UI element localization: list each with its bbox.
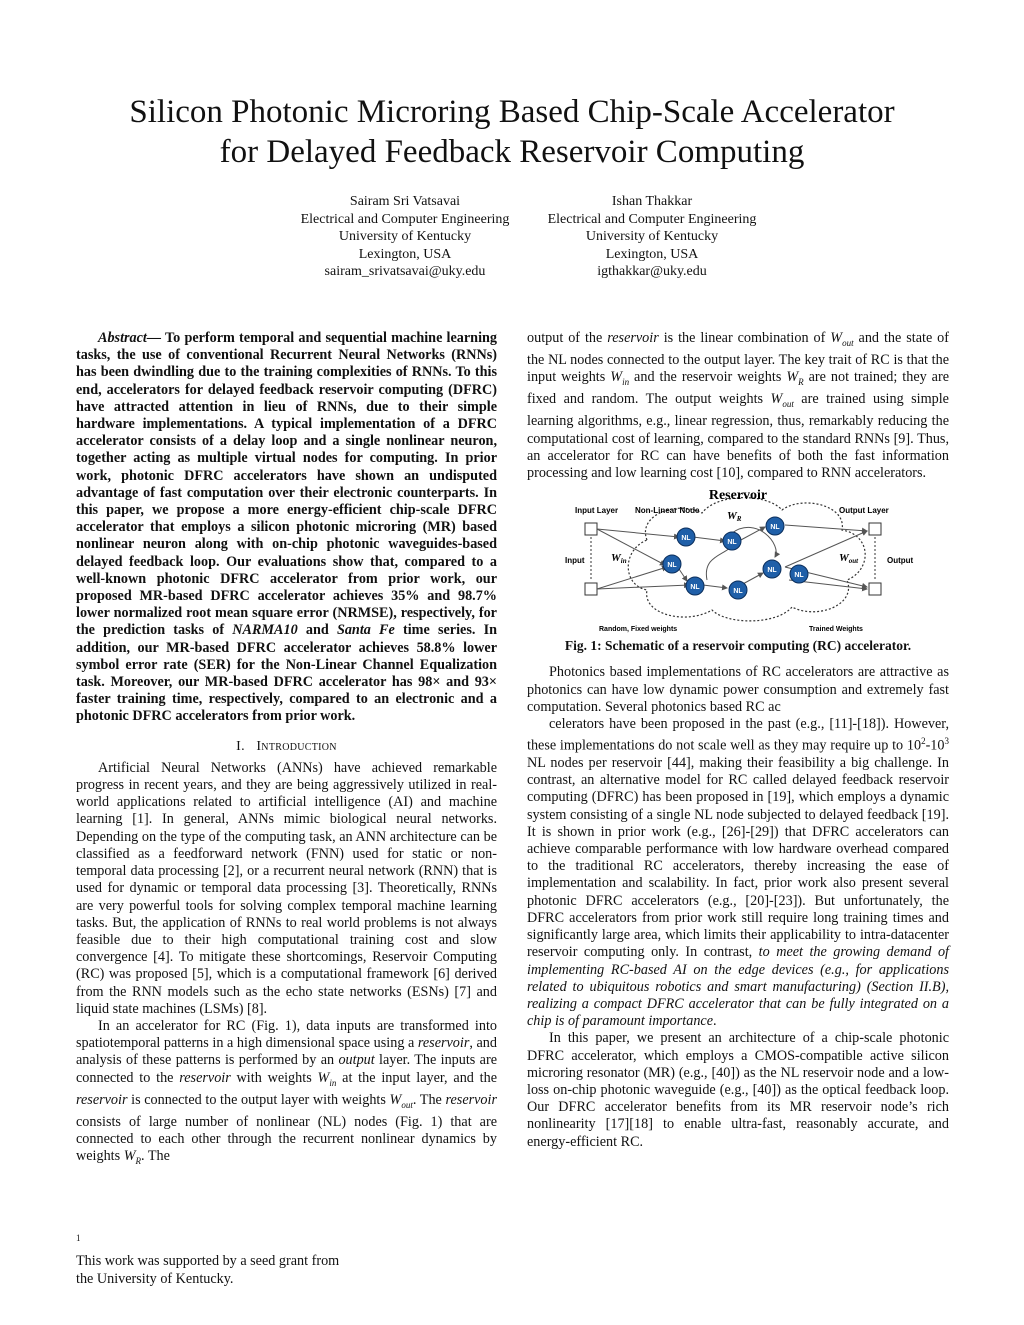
svg-text:NL: NL xyxy=(681,535,691,543)
svg-text:NL: NL xyxy=(667,562,677,570)
right-column xyxy=(527,330,949,1151)
author-name: Ishan Thakkar xyxy=(611,194,693,209)
reservoir-diagram xyxy=(527,485,949,635)
figure-label-output-layer: Output Layer xyxy=(839,506,889,516)
title-line-2: for Delayed Feedback Reservoir Computing xyxy=(219,134,805,170)
svg-text:WR: WR xyxy=(727,510,742,524)
figure-label-output: Output xyxy=(887,556,914,566)
author-email: igthakkar@uky.edu xyxy=(597,264,707,279)
figure-label-input: Input xyxy=(565,556,585,566)
author-dept: Electrical and Computer Engineering xyxy=(547,211,757,227)
author-block-2 xyxy=(502,193,802,281)
author-name: Sairam Sri Vatsavai xyxy=(349,194,461,209)
output-node xyxy=(869,523,881,535)
intro-paragraph-2: In an accelerator for RC (Fig. 1), data inputs are transformed into spatiotemporal patterns in a high dimensional space using a reservoir, and analysis of these patterns is performed by an output layer. The inputs are connected to the reservoir with weights $W_{in}$ at the input layer, and the reservoir is connected to the output layer with weights $W_{out}$. The reservoir consists of large number of nonlinear (NL) nodes (Fig. 1) that are connected to each other through the recurrent nonlinear dynamics by weights $W_R$. The xyxy=(76,1017,498,1166)
figure-1-reservoir-schematic xyxy=(527,485,949,635)
figure-label-random-weights: Random, Fixed weights xyxy=(599,626,678,634)
svg-text:NL: NL xyxy=(727,539,737,547)
author-email: sairam_srivatsavai@uky.edu xyxy=(324,264,486,279)
abstract-lead: Abstract— xyxy=(98,330,162,346)
figure-label-nonlinear-node: Non-Linear Node xyxy=(635,506,700,516)
footnote: $^1$ This work was supported by a seed grant from the University of Kentucky. xyxy=(76,1233,340,1287)
right-paragraph-3: celerators have been proposed in the past (e.g., [11]-[18]). However, these implementations do not scale well as they may require up to $10^2-10^3$ NL nodes per reservoir [44], making their feasibility a big challenge. In contrast, an alternative model for RC called delayed feedback reservoir computing (DFRC) has been proposed in [19], which employs a dynamic system consisting of a single NL node subjected to delayed feedback [19]. It is shown in prior work (e.g., [26]-[29]) that DFRC accelerators can achieve comparable performance with low hardware overhead compared to the traditional RC accelerators, thereby increasing the ease of implementation and scalability. In fact, prior work also present several photonic DFRC accelerators (e.g., [20]-[23]). But unfortunately, the DFRC accelerators from prior work still require long training times and significantly large area, which limits their applicability to intra-datacenter reservoir computing only. In contrast, to meet the growing demand of implementing RC-based AI on the edge devices (e.g., for applications related to ubiquitous robotics and smart manufacturing) (Section II.B), realizing a compact DFRC accelerator that can be fully integrated on a chip is of paramount importance. xyxy=(527,715,949,1030)
author-univ: University of Kentucky xyxy=(338,229,472,244)
right-paragraph-4: In this paper, we present an architecture of a chip-scale photonic DFRC accelerator, which employs a CMOS-compatible active silicon microring resonator (MR) (e.g., [40]) as the NL reservoir node and a low-loss on-chip photonic waveguide (e.g., [40]) as the optical feedback loop. Our DFRC accelerator benefits from its MR reservoir node’s rich nonlinearity [17][18] to enable ultra-fast, reasonably accurate, and energy-efficient RC. xyxy=(527,1030,949,1150)
figure-1-caption: Fig. 1: Schematic of a reservoir computing (RC) accelerator. xyxy=(564,638,912,654)
author-city: Lexington, USA xyxy=(358,246,452,262)
output-node xyxy=(869,583,881,595)
svg-text:Wout: Wout xyxy=(839,552,859,566)
author-dept: Electrical and Computer Engineering xyxy=(300,211,510,227)
author-city: Lexington, USA xyxy=(605,246,699,262)
svg-text:NL: NL xyxy=(770,524,780,532)
abstract: Abstract— To perform temporal and sequential machine learning tasks, the use of conventional Recurrent Neural Networks (RNNs) has been dwindling due to the training complexities of RNNs. To this end, accelerators for delayed feedback reservoir computing (DFRC) have attracted attention in lieu of RNNs, due to their simple hardware implementations. A typical implementation of a DFRC accelerator consists of a delay loop and a single nonlinear neuron, together acting as multiple virtual nodes for computing. In prior work, photonic DFRC accelerators have shown an undisputed advantage of fast computation over their electronic counterparts. In this paper, we propose a more energy-efficient chip-scale DFRC accelerator that employs a silicon photonic microring (MR) based nonlinear neuron along with on-chip photonic waveguides-based delayed feedback loop. Our evaluations show that, compared to a well-known photonic DFRC accelerator from prior work, our proposed MR-based DFRC accelerator achieves 35% and 98.7% lower normalized root mean square error (NRMSE), respectively, for the prediction tasks of NARMA10 and Santa Fe time series. In addition, our MR-based DFRC accelerator achieves 58.8% lower symbol error rate (SER) for the Non-Linear Channel Equalization task. Moreover, our MR-based DFRC accelerator has 98× and 93× faster training time, respectively, compared to an electronic and a photonic DFRC accelerators from prior work. xyxy=(76,330,497,725)
section-heading-introduction: I. Introduction xyxy=(236,738,337,754)
input-node xyxy=(585,583,597,595)
right-paragraph-2: Photonics based implementations of RC accelerators are attractive as photonics can have low dynamic power consumption and extremely fast computation. Several photonics based RC ac xyxy=(527,664,949,715)
right-paragraph-1: output of the reservoir is the linear combination of $W_{out}$ and the state of the NL nodes connected to the output layer. The key trait of RC is that the input weights $W_{in}$ and the reservoir weights $W_R$ are not trained; they are fixed and random. The output weights $W_{out}$ are trained using simple learning algorithms, e.g., linear regression, thus, remarkably reducing the computational cost of learning, compared to the standard RNNs [9]. Thus, an accelerator for RC can have benefits of both the fast information processing and low learning cost [10], compared to RNN accelerators. xyxy=(527,330,950,481)
left-column xyxy=(76,330,497,1170)
input-node xyxy=(585,523,597,535)
figure-label-trained-weights: Trained Weights xyxy=(809,626,863,634)
intro-paragraph-1: Artificial Neural Networks (ANNs) have achieved remarkable progress in recent years, and they are being aggressively utilized in real-world applications related to artificial intelligence (AI) and machine learning [1]. In general, ANNs mimic biological neural networks. Depending on the type of the computing task, an ANN architecture can be classified as a feedforward network (FNN) used for static or non-temporal data processing [2], or a recurrent neural network (RNN) that is used for dynamic or temporal data processing [3]. Theoretically, RNNs are very powerful tools for solving complex temporal machine learning tasks. But, the application of RNNs to real world problems is not always feasible due to their high computational training cost and slow convergence [4]. To mitigate these shortcomings, Reservoir Computing (RC) was proposed [5], which is a computational framework [6] derived from the RNN models such as the echo state networks (ESNs) [7] and liquid state machines (LSMs) [8]. xyxy=(76,759,497,1017)
svg-text:NL: NL xyxy=(767,567,777,575)
svg-text:NL: NL xyxy=(690,584,700,592)
title-line-1: Silicon Photonic Microring Based Chip-Scale Accelerator xyxy=(129,94,895,130)
svg-text:NL: NL xyxy=(794,572,804,580)
figure-label-input-layer: Input Layer xyxy=(575,506,619,516)
svg-text:Win: Win xyxy=(611,552,627,566)
figure-label-reservoir: Reservoir xyxy=(708,488,768,504)
paper-title xyxy=(0,92,1024,172)
svg-text:NL: NL xyxy=(733,588,743,596)
author-univ: University of Kentucky xyxy=(585,229,719,244)
